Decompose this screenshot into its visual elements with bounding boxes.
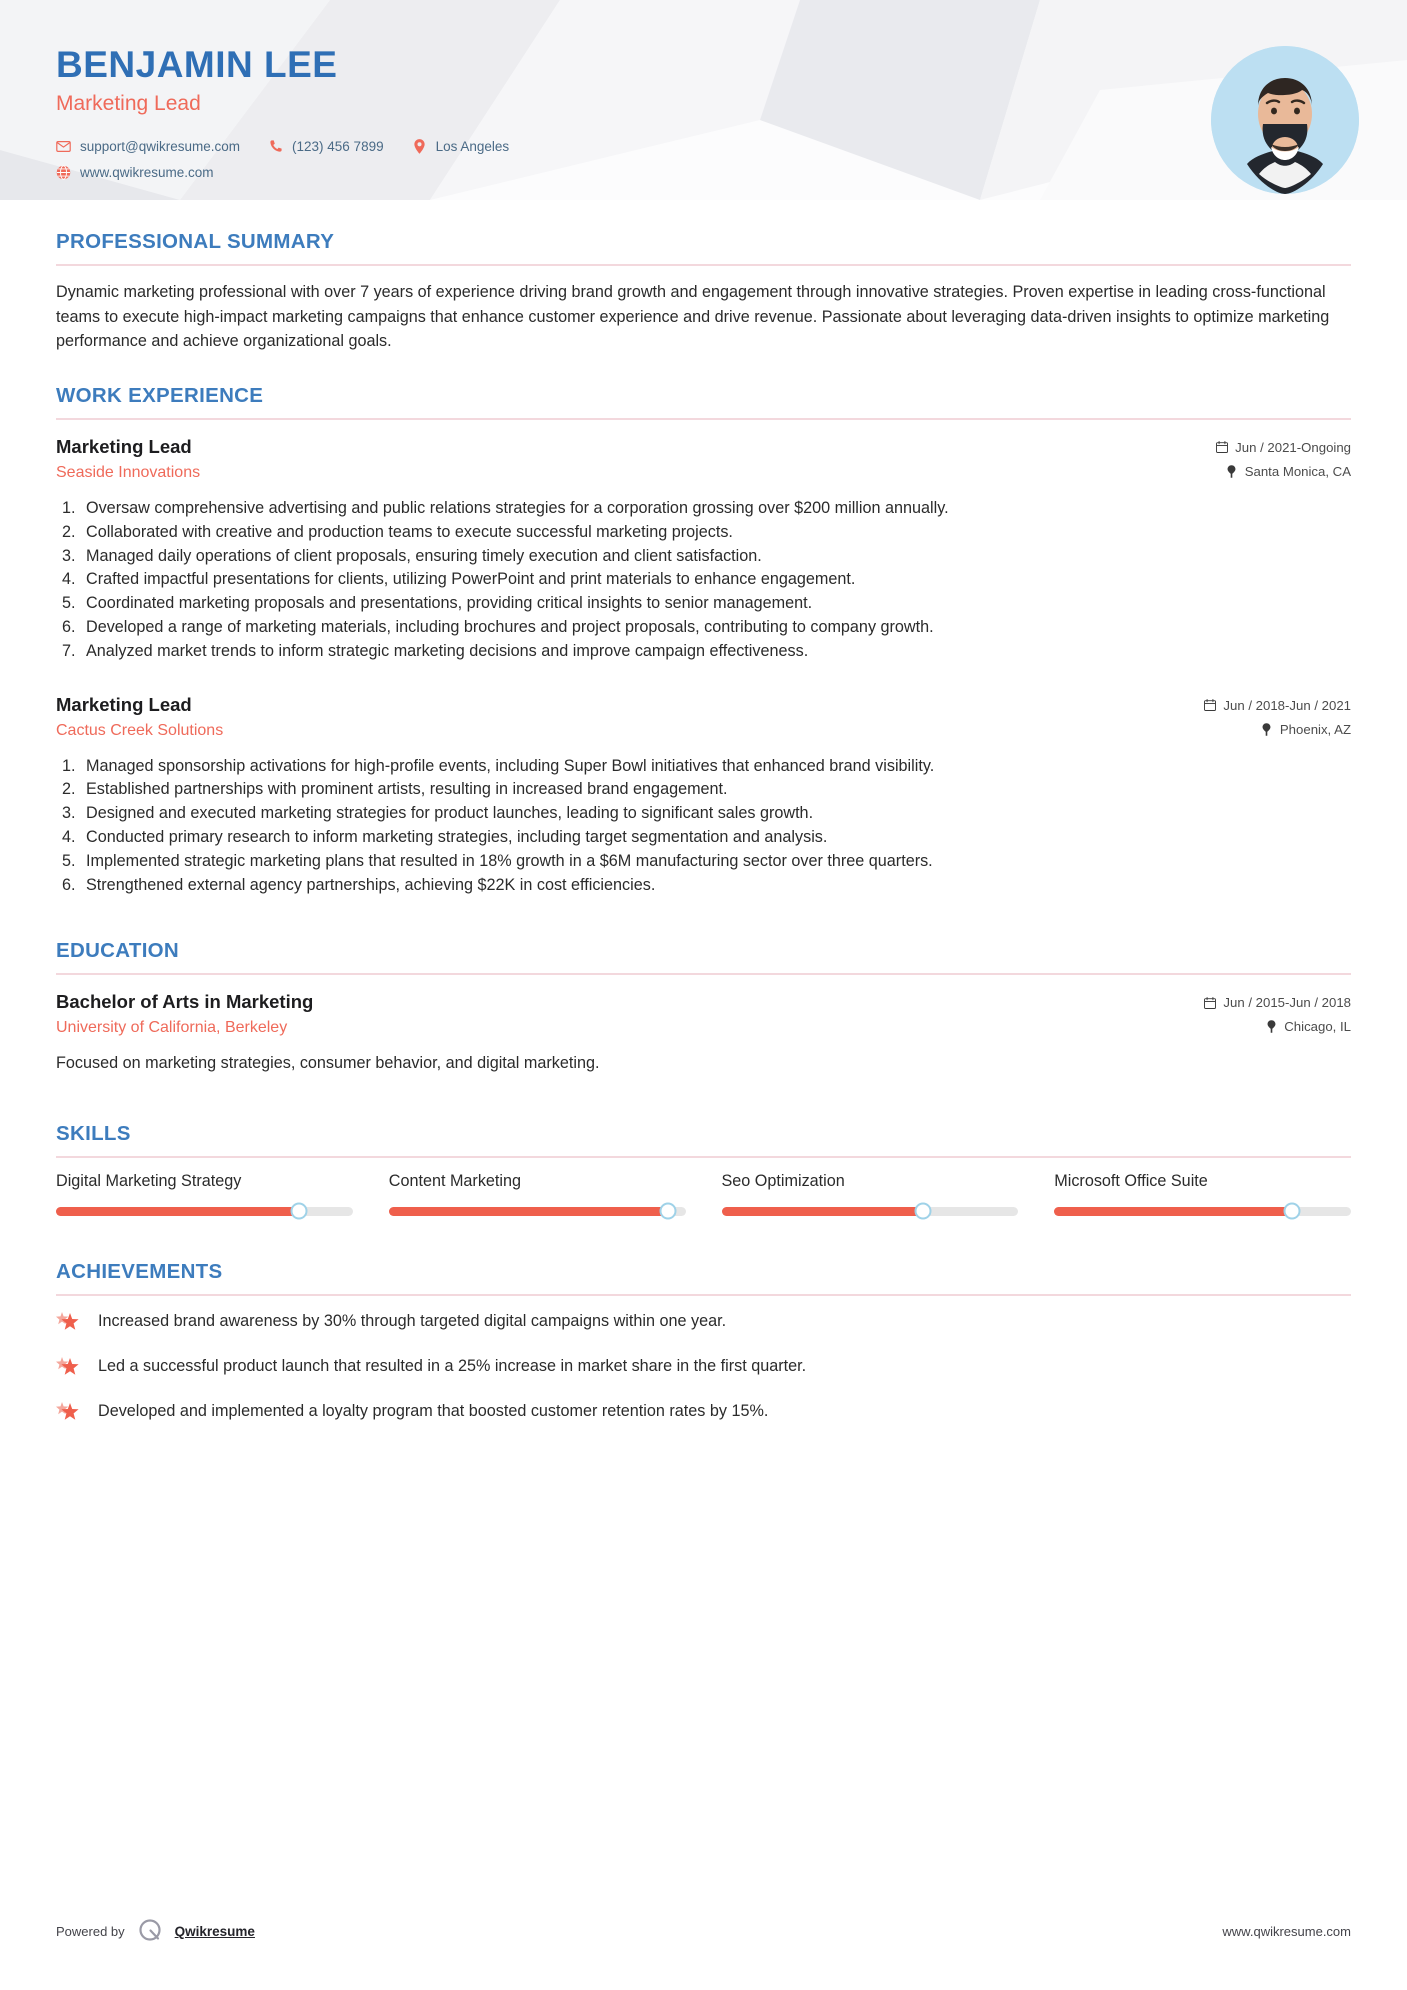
skill-progress-fill [722, 1207, 924, 1216]
list-item: Established partnerships with prominent artists, resulting in increased brand engagement. [86, 780, 728, 799]
experience-location-text: Phoenix, AZ [1279, 721, 1351, 737]
skill-progress-knob[interactable] [915, 1203, 932, 1220]
section-work-experience [56, 384, 1351, 898]
experience-location [1204, 722, 1351, 737]
section-title-education: EDUCATION [56, 939, 180, 963]
list-item: Coordinated marketing proposals and presentations, providing critical insights to senior management. [86, 594, 813, 613]
divider [56, 1156, 1351, 1158]
contact-email[interactable] [56, 139, 240, 154]
list-item: Strengthened external agency partnerships, achieving $22K in cost efficiencies. [86, 875, 656, 894]
section-professional-summary [56, 230, 1351, 354]
list-item: Managed sponsorship activations for high-profile events, including Super Bowl initiatives that enhanced brand visibility. [86, 756, 935, 775]
achievement-text: Led a successful product launch that resulted in a 25% increase in market share in the first quarter. [98, 1356, 807, 1375]
skill-progress-knob[interactable] [1283, 1203, 1300, 1220]
experience-job-title: Marketing Lead [56, 693, 192, 715]
footer-brand-group [56, 1917, 255, 1946]
contact-email-text: support@qwikresume.com [80, 138, 241, 154]
section-skills [56, 1122, 1351, 1216]
map-pin-icon [1261, 723, 1273, 736]
calendar-icon [1204, 699, 1216, 712]
star-icon [56, 1356, 82, 1380]
experience-bullet-list [56, 497, 1351, 664]
divider [56, 1294, 1351, 1296]
list-item: Crafted impactful presentations for clients, utilizing PowerPoint and print materials to enhance engagement. [86, 570, 856, 589]
skill-progress-bar[interactable] [56, 1207, 353, 1216]
contact-website[interactable] [56, 165, 214, 180]
phone-icon [268, 139, 283, 154]
envelope-icon [56, 139, 71, 154]
skill-progress-fill [1054, 1207, 1291, 1216]
education-date [1204, 995, 1351, 1010]
divider [56, 418, 1351, 420]
skill-progress-fill [56, 1207, 299, 1216]
skill-item [1054, 1172, 1351, 1216]
skills-grid [56, 1172, 1351, 1216]
section-title-skills: SKILLS [56, 1121, 131, 1145]
contact-row-primary [56, 139, 1351, 154]
section-title-experience: WORK EXPERIENCE [56, 383, 264, 407]
contact-phone[interactable] [268, 139, 384, 154]
skill-progress-knob[interactable] [659, 1203, 676, 1220]
list-item [56, 1310, 1351, 1335]
page-title: BENJAMIN LEE [56, 44, 338, 85]
education-degree: Bachelor of Arts in Marketing [56, 991, 314, 1013]
achievements-list [56, 1310, 1351, 1425]
experience-company: Seaside Innovations [56, 463, 201, 481]
summary-text: Dynamic marketing professional with over 7 years of experience driving brand growth and engagement through innovative strategies. Proven expertise in leading cross-functional teams to execute high-impact marketing campaigns that enhance customer experience and drive revenue. Passionate about leveraging data-driven insights to optimize marketing performance and achieve organizational goals. [56, 283, 1330, 351]
footer-website[interactable]: www.qwikresume.com [1222, 1924, 1351, 1939]
divider [56, 973, 1351, 975]
list-item: Implemented strategic marketing plans that resulted in 18% growth in a $6M manufacturing sector over three quarters. [86, 851, 933, 870]
skill-item [389, 1172, 686, 1216]
experience-entry [56, 694, 1351, 898]
achievement-text: Developed and implemented a loyalty program that boosted customer retention rates by 15%. [98, 1401, 769, 1420]
list-item: Oversaw comprehensive advertising and public relations strategies for a corporation grossing over $200 million annually. [86, 498, 949, 517]
globe-icon [56, 165, 71, 180]
qwikresume-logo-icon [137, 1917, 163, 1946]
contact-website-text: www.qwikresume.com [80, 164, 214, 180]
experience-date [1216, 440, 1351, 455]
skill-progress-bar[interactable] [1054, 1207, 1351, 1216]
experience-date [1204, 698, 1351, 713]
education-date-text: Jun / 2015-Jun / 2018 [1223, 995, 1351, 1011]
list-item: Collaborated with creative and production teams to execute successful marketing projects. [86, 522, 733, 541]
skill-label: Microsoft Office Suite [1054, 1171, 1208, 1190]
map-pin-icon [412, 139, 427, 154]
education-location [1204, 1019, 1351, 1034]
star-icon [56, 1401, 82, 1425]
skill-label: Digital Marketing Strategy [56, 1171, 242, 1190]
skill-item [56, 1172, 353, 1216]
list-item: Designed and executed marketing strategies for product launches, leading to significant sales growth. [86, 804, 814, 823]
experience-location [1216, 464, 1351, 479]
skill-progress-bar[interactable] [722, 1207, 1019, 1216]
calendar-icon [1204, 996, 1216, 1009]
achievement-text: Increased brand awareness by 30% through targeted digital campaigns within one year. [98, 1311, 727, 1330]
resume-header [0, 0, 1407, 200]
education-description: Focused on marketing strategies, consumer behavior, and digital marketing. [56, 1054, 600, 1073]
education-entry [56, 991, 1351, 1075]
experience-date-text: Jun / 2021-Ongoing [1235, 439, 1351, 455]
contact-row-website [56, 165, 1351, 180]
contact-phone-text: (123) 456 7899 [292, 138, 384, 154]
footer-powered-by-label: Powered by [56, 1924, 125, 1939]
experience-date-text: Jun / 2018-Jun / 2021 [1223, 697, 1351, 713]
contact-location-text: Los Angeles [435, 138, 510, 154]
avatar-photo [1211, 46, 1359, 194]
experience-entry [56, 436, 1351, 664]
experience-job-title: Marketing Lead [56, 435, 192, 457]
education-school: University of California, Berkeley [56, 1019, 288, 1037]
list-item: Developed a range of marketing materials, including brochures and project proposals, contributing to company growth. [86, 617, 934, 636]
experience-company: Cactus Creek Solutions [56, 721, 224, 739]
skill-progress-bar[interactable] [389, 1207, 686, 1216]
contact-location [412, 139, 510, 154]
list-item [56, 1355, 1351, 1380]
section-title-summary: PROFESSIONAL SUMMARY [56, 230, 335, 253]
list-item: Analyzed market trends to inform strategic marketing decisions and improve campaign effectiveness. [86, 641, 809, 660]
footer-brand-link[interactable]: Qwikresume [174, 1924, 255, 1939]
star-icon [56, 1311, 82, 1335]
avatar [1211, 46, 1359, 194]
skill-item [722, 1172, 1019, 1216]
map-pin-icon [1226, 465, 1238, 478]
job-role-subtitle: Marketing Lead [56, 92, 201, 116]
skill-progress-fill [389, 1207, 668, 1216]
calendar-icon [1216, 441, 1228, 454]
experience-bullet-list [56, 755, 1351, 898]
skill-progress-knob[interactable] [291, 1203, 308, 1220]
skill-label: Seo Optimization [721, 1171, 845, 1190]
list-item [56, 1400, 1351, 1425]
section-title-achievements: ACHIEVEMENTS [56, 1259, 223, 1283]
divider [56, 264, 1351, 266]
list-item: Managed daily operations of client proposals, ensuring timely execution and client satisfaction. [86, 546, 762, 565]
resume-body [0, 230, 1407, 1425]
experience-location-text: Santa Monica, CA [1244, 463, 1351, 479]
education-location-text: Chicago, IL [1284, 1019, 1351, 1035]
list-item: Conducted primary research to inform marketing strategies, including target segmentation and analysis. [86, 828, 828, 846]
map-pin-icon [1265, 1020, 1277, 1033]
skill-label: Content Marketing [388, 1171, 522, 1190]
page-footer [56, 1917, 1351, 1946]
section-achievements [56, 1260, 1351, 1425]
section-education [56, 939, 1351, 1075]
